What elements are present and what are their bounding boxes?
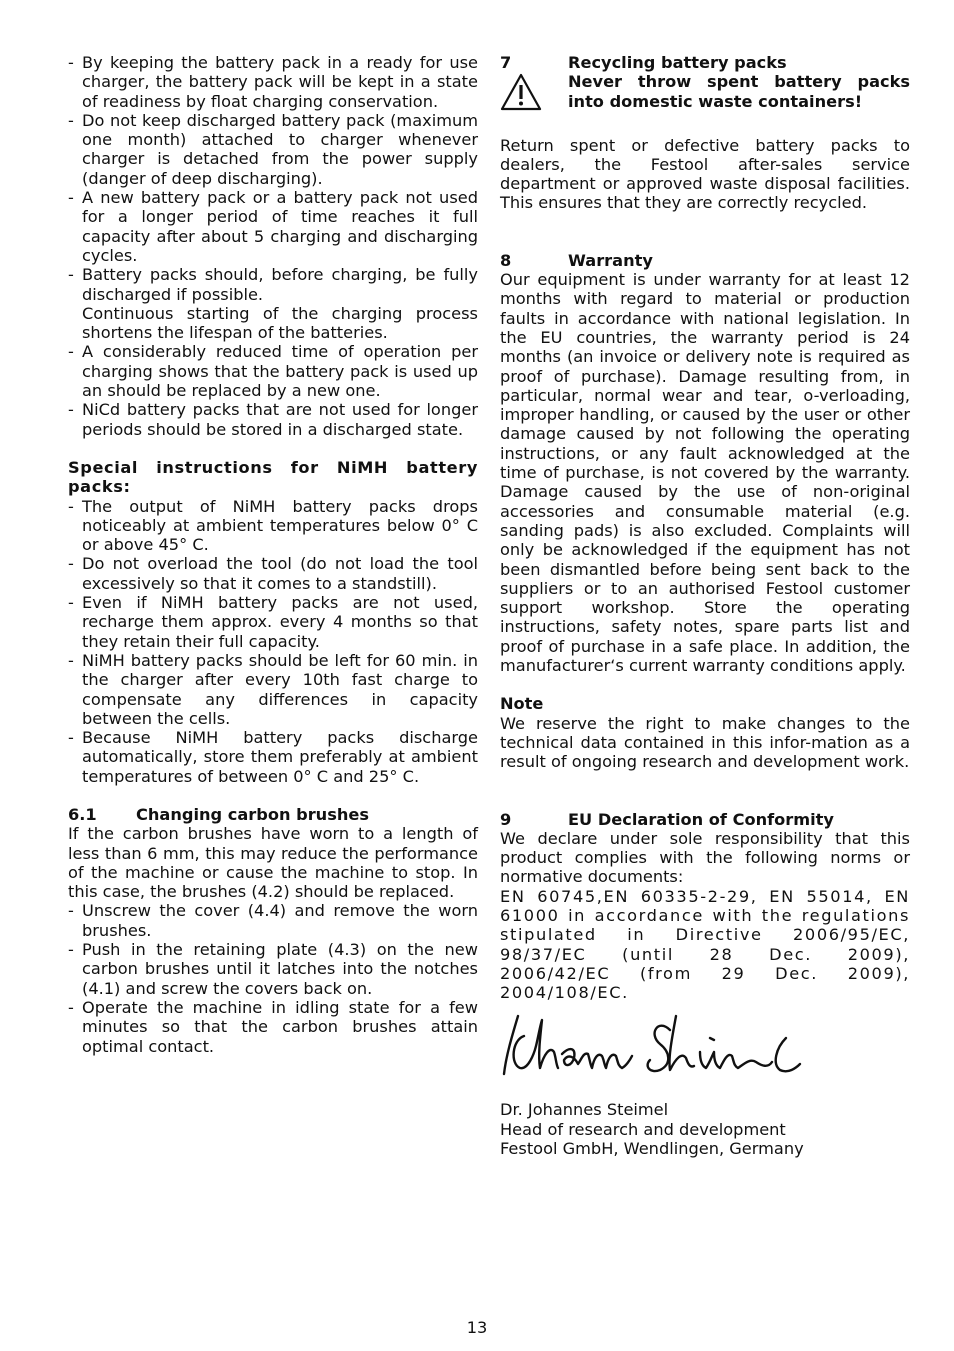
conformity-heading: [500, 810, 910, 829]
note-text: We reserve the right to make changes to the technical data contained in this infor-mation as a result of ongoing research and development work.: [500, 713, 910, 772]
list-item: - Do not keep discharged battery pack (maximum one month) attached to charger whenever charger is detached from the power supply (danger of deep discharging).: [68, 111, 478, 188]
battery-care-list: [68, 53, 478, 439]
list-item: - Unscrew the cover (4.4) and remove the worn brushes.: [68, 901, 478, 940]
section-number: 9: [500, 809, 512, 829]
brushes-intro: If the carbon brushes have worn to a length of less than 6 mm, this may reduce the performance of the machine or cause the machine to stop. In this case, the brushes (4.2) should be replaced.: [68, 824, 478, 902]
recycling-heading: [500, 53, 910, 72]
list-item: - By keeping the battery pack in a ready for use charger, the battery pack will be kept in a state of readiness by float charging conservation.: [68, 53, 478, 111]
signature-image: [500, 1008, 810, 1086]
warranty-text: Our equipment is under warranty for at least 12 months with regard to material or production faults in accordance with national legislation. In the EU countries, the warranty period is 24 months (an invoice or delivery note is required as proof of purchase). Damage resulting from, in particular, normal wear and tear, o-verloading, improper handling, or caused by the user or other damage caused by not following the operating instructions, or any fault acknowledged at the time of purchase, is not covered by the warranty. Damage caused by the use of non-original accessories and consumable material (e.g. sanding pads) is also excluded. Complaints will only be acknowledged if the equipment has not been dismantled before being sent back to the suppliers or to an authorised Festool customer support workshop. Store the operating instructions, safety notes, spare parts list and proof of purchase in a safe place. In addition, the manufacturer‘s current warranty conditions apply.: [500, 270, 910, 676]
list-item: - NiMH battery packs should be left for 60 min. in the charger after every 10th fast charge to compensate any differences in capacity between the cells.: [68, 651, 478, 728]
nimh-list: [68, 497, 478, 786]
list-item: [68, 265, 478, 342]
brushes-heading: [68, 805, 478, 824]
section-title: EU Declaration of Conformity: [568, 809, 834, 829]
note-heading: Note: [500, 694, 544, 714]
section-number: 7: [500, 53, 512, 72]
section-number: 8: [500, 250, 512, 270]
recycling-text: Return spent or defective battery packs to dealers, the Festool after-sales service department or approved waste disposal facilities. This ensures that they are correctly recycled.: [500, 135, 910, 213]
list-item: - The output of NiMH battery packs drops noticeably at ambient temperatures below 0° C or above 45° C.: [68, 497, 478, 555]
recycling-warning: [500, 72, 910, 116]
list-item: - Push in the retaining plate (4.3) on the new carbon brushes until it latches into the notches (4.1) and screw the covers back on.: [68, 940, 478, 998]
page-number: 13: [466, 1318, 488, 1337]
list-item-continuation: Continuous starting of the charging process shortens the lifespan of the batteries.: [82, 303, 478, 343]
warning-text: Never throw spent battery packs into domestic waste containers!: [568, 72, 910, 111]
signature: [500, 1008, 910, 1086]
list-item: - Even if NiMH battery packs are not used, recharge them approx. every 4 months so that they retain their full capacity.: [68, 593, 478, 651]
warranty-heading: [500, 251, 910, 270]
list-item: - A considerably reduced time of operation per charging shows that the battery pack is used up an should be replaced by a new one.: [68, 342, 478, 400]
nimh-heading: Special instructions for NiMH battery packs:: [68, 457, 478, 497]
list-item: - NiCd battery packs that are not used for longer periods should be stored in a discharged state.: [68, 400, 478, 439]
section-title: Changing carbon brushes: [136, 804, 369, 824]
signer-role: Head of research and development: [500, 1119, 786, 1139]
left-column: [68, 53, 478, 1056]
list-item: - A new battery pack or a battery pack not used for a longer period of time reaches it full capacity after about 5 charging and discharging cycles.: [68, 188, 478, 265]
section-number: 6.1: [68, 804, 97, 824]
brushes-list: [68, 901, 478, 1055]
list-item: - Because NiMH battery packs discharge automatically, store them preferably at ambient temperatures of between 0° C and 25° C.: [68, 728, 478, 786]
warning-triangle-icon: [500, 72, 568, 116]
signer-company: Festool GmbH, Wendlingen, Germany: [500, 1139, 804, 1159]
conformity-norms: EN 60745,EN 60335-2-29, EN 55014, EN 61000 in accordance with the regulations stipulated in Directive 2006/95/EC, 98/37/EC (until 28 Dec. 2009), 2006/42/EC (from 29 Dec. 2009), 2004/108/EC.: [500, 886, 910, 1003]
section-title: Recycling battery packs: [568, 53, 787, 72]
list-item: - Do not overload the tool (do not load the tool excessively so that it comes to a standstill).: [68, 554, 478, 593]
right-column: [500, 53, 910, 1158]
list-item-text: Battery packs should, before charging, be fully discharged if possible.: [82, 265, 478, 304]
conformity-text: We declare under sole responsibility that this product complies with the following norms or normative documents:: [500, 828, 910, 887]
list-item: - Operate the machine in idling state for a few minutes so that the carbon brushes attain optimal contact.: [68, 998, 478, 1056]
signer-name: Dr. Johannes Steimel: [500, 1100, 669, 1120]
section-title: Warranty: [568, 250, 653, 270]
